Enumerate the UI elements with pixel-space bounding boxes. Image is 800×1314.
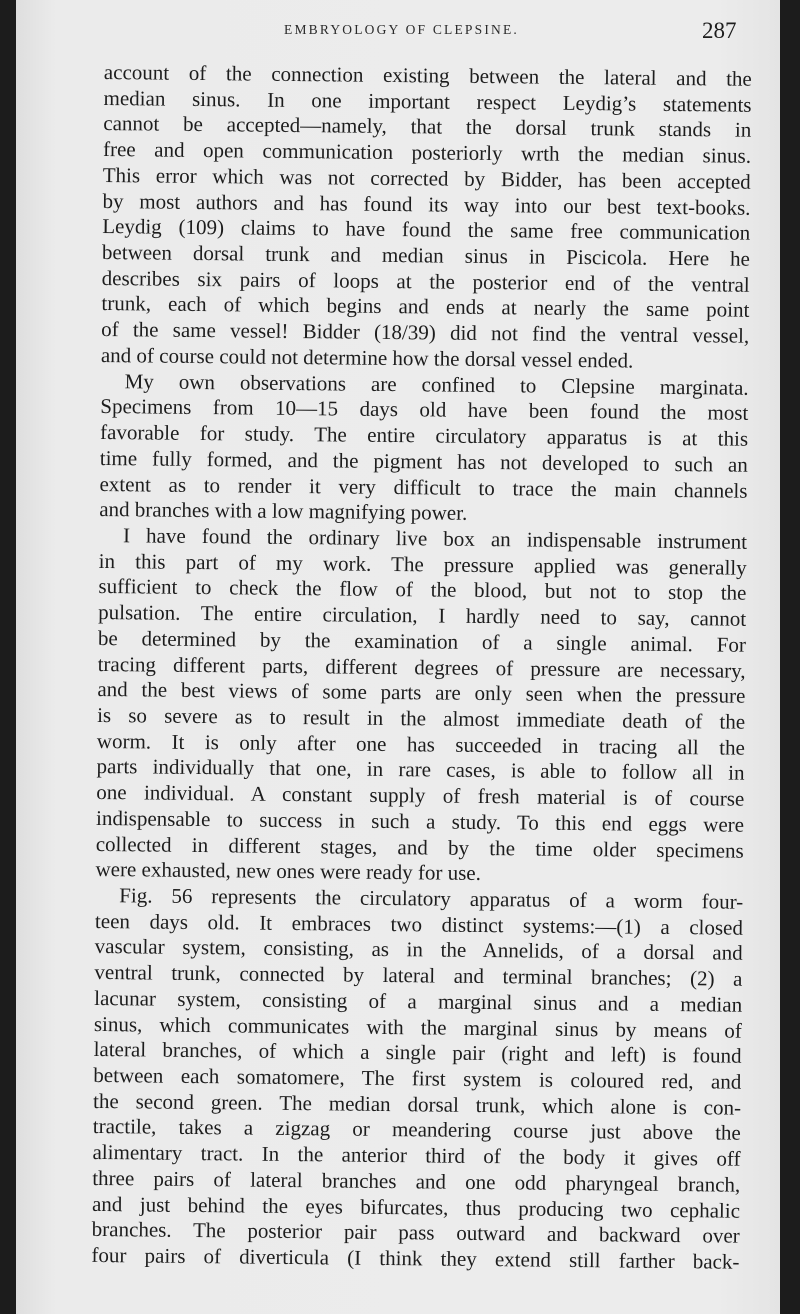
text-line: indispensable to success in such a study. To this end eggs were: [95, 805, 745, 837]
text-line: in this part of my work. The pressure applied was generally: [98, 548, 747, 580]
text-line: three pairs of lateral branches and one odd pharyngeal branch,: [92, 1165, 741, 1197]
text-line: parts individually that one, in rare cases, is able to follow all in: [96, 754, 745, 786]
text-line: ventral trunk, connected by lateral and terminal branches; (2) a: [94, 960, 743, 991]
text-line: median sinus. In one important respect Leydig’s statements: [103, 85, 752, 117]
text-line: tracing different parts, different degrees of pressure are necessary,: [97, 651, 746, 683]
text-line: tractile, takes a zigzag or meandering course just above the: [92, 1114, 741, 1146]
text-line: lateral branches, of which a single pair (right and left) is found: [93, 1037, 742, 1069]
text-line: My own observations are confined to Clepsine marginata.: [124, 368, 749, 400]
book-page: [16, 0, 780, 1314]
text-line: branches. The posterior pair pass outward and backward over: [91, 1217, 740, 1249]
text-line: cannot be accepted—namely, that the dorsal trunk stands in: [103, 111, 752, 143]
text-line: of the same vessel! Bidder (18/39) did not find the ventral vessel,: [101, 317, 750, 348]
text-line: account of the connection existing between the lateral and the: [103, 60, 752, 91]
running-title: EMBRYOLOGY OF CLEPSINE.: [284, 22, 519, 37]
page-header: [16, 18, 780, 52]
text-line: by most authors and has found its way into our best text-books.: [102, 188, 751, 220]
text-line: sufficient to check the flow of the blood, but not to stop the: [98, 574, 747, 606]
text-line: collected in different stages, and by the time older specimens: [95, 831, 744, 863]
text-line: free and open communication posteriorly wrth the median sinus.: [102, 137, 752, 168]
body-text: [91, 60, 752, 1276]
text-line: were exhausted, new ones were ready for use.: [95, 857, 482, 886]
text-line: teen days old. It embraces two distinct systems:—(1) a closed: [94, 908, 744, 940]
text-line: sinus, which communicates with the marginal sinus by means of: [93, 1011, 742, 1043]
text-line: time fully formed, and the pigment has not developed to such an: [99, 445, 748, 477]
text-line: extent as to render it very difficult to trace the main channels: [99, 471, 748, 503]
text-line: pulsation. The entire circulation, I hardly need to say, cannot: [98, 600, 747, 631]
page-number: 287: [702, 18, 737, 43]
text-line: and the best views of some parts are only seen when the pressure: [97, 677, 746, 709]
text-line: is so severe as to result in the almost immediate death of the: [97, 702, 746, 734]
text-line: Fig. 56 represents the circulatory apparatus of a worm four-: [119, 883, 744, 914]
text-line: between dorsal trunk and median sinus in Piscicola. Here he: [101, 240, 751, 271]
text-line: four pairs of diverticula (I think they extend still farther back-: [91, 1242, 740, 1274]
text-line: and of course could not determine how the dorsal vessel ended.: [100, 342, 634, 373]
text-line: This error which was not corrected by Bidder, has been accepted: [102, 162, 751, 194]
text-line: and just behind the eyes bifurcates, thus producing two cephalic: [91, 1191, 741, 1223]
text-line: I have found the ordinary live box an indispensable instrument: [122, 523, 748, 554]
text-line: be determined by the examination of a single animal. For: [97, 625, 747, 657]
text-line: and branches with a low magnifying power.: [99, 497, 468, 526]
text-line: favorable for study. The entire circulatory apparatus is at this: [99, 420, 749, 451]
text-line: the second green. The median dorsal trunk, which alone is con-: [92, 1088, 742, 1120]
text-line: trunk, each of which begins and ends at nearly the same point: [101, 291, 750, 323]
text-line: alimentary tract. In the anterior third of the body it gives off: [92, 1140, 741, 1171]
text-line: vascular system, consisting, as in the Annelids, of a dorsal and: [94, 934, 743, 966]
text-line: Specimens from 10—15 days old have been found the most: [100, 394, 749, 426]
text-line: lacunar system, consisting of a marginal sinus and a median: [94, 985, 743, 1017]
text-line: between each somatomere, The first system is coloured red, and: [93, 1062, 742, 1094]
text-line: one individual. A constant supply of fresh material is of course: [96, 780, 745, 811]
text-line: describes six pairs of loops at the posterior end of the ventral: [101, 265, 750, 297]
text-line: worm. It is only after one has succeeded in tracing all the: [96, 728, 745, 760]
text-line: Leydig (109) claims to have found the same free communication: [102, 214, 751, 246]
